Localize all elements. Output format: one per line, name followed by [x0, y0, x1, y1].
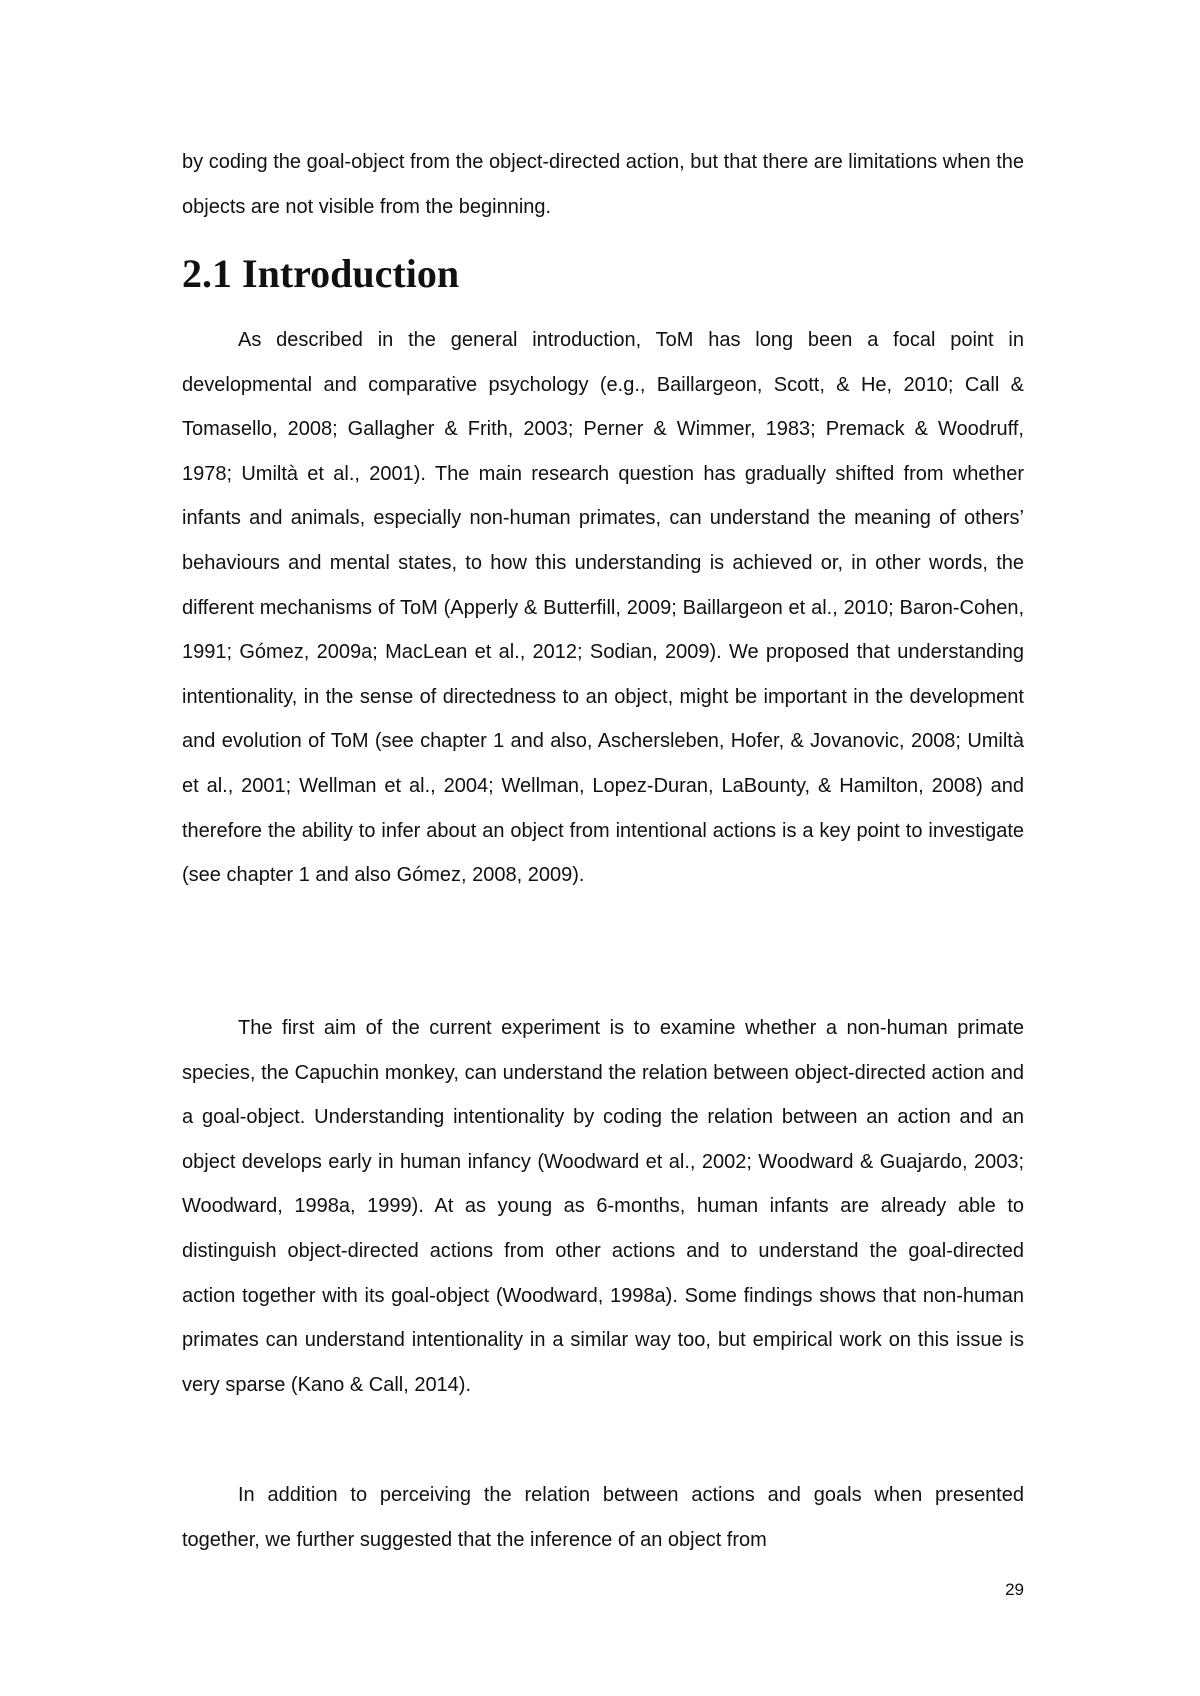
paragraph-2: [182, 1006, 1024, 1407]
page-number: 29: [1005, 1580, 1024, 1599]
paragraph-1-text: As described in the general introduction, ToM has long been a focal point in developmental and comparative psychology (e.g., Baillargeon, Scott, & He, 2010; Call & Tomasello, 2008; Gallagher & Frith, 2003; Perner & Wimmer, 1983; Premack & Woodruff, 1978; Umiltà et al., 2001). The main research question has gradually shifted from whether infants and animals, especially non-human primates, can understand the meaning of others’ behaviours and mental states, to how this understanding is achieved or, in other words, the different mechanisms of ToM (Apperly & Butterfill, 2009; Baillargeon et al., 2010; Baron-Cohen, 1991; Gómez, 2009a; MacLean et al., 2012; Sodian, 2009). We proposed that understanding intentionality, in the sense of directedness to an object, might be important in the development and evolution of ToM (see chapter 1 and also, Aschersleben, Hofer, & Jovanovic, 2008; Umiltà et al., 2001; Wellman et al., 2004; Wellman, Lopez-Duran, LaBounty, & Hamilton, 2008) and therefore the ability to infer about an object from intentional actions is a key point to investigate (see chapter 1 and also Gómez, 2008, 2009).: [182, 329, 1024, 887]
intro-tail-text: by coding the goal-object from the object-directed action, but that there are limitations when the objects are not visible from the beginning.: [182, 151, 1024, 218]
section-heading: 2.1 Introduction: [182, 251, 460, 296]
intro-tail-paragraph: [182, 140, 1024, 229]
paragraph-2-text: The first aim of the current experiment is to examine whether a non-human primate species, the Capuchin monkey, can understand the relation between object-directed action and a goal-object. Understanding intentionality by coding the relation between an action and an object develops early in human infancy (Woodward et al., 2002; Woodward & Guajardo, 2003; Woodward, 1998a, 1999). At as young as 6-months, human infants are already able to distinguish object-directed actions from other actions and to understand the goal-directed action together with its goal-object (Woodward, 1998a). Some findings shows that non-human primates can understand intentionality in a similar way too, but empirical work on this issue is very sparse (Kano & Call, 2014).: [182, 1017, 1024, 1396]
paragraph-1: [182, 318, 1024, 898]
paragraph-3: [182, 1473, 1024, 1562]
paragraph-3-text: In addition to perceiving the relation between actions and goals when presented together, we further suggested that the inference of an object from: [182, 1484, 1024, 1551]
